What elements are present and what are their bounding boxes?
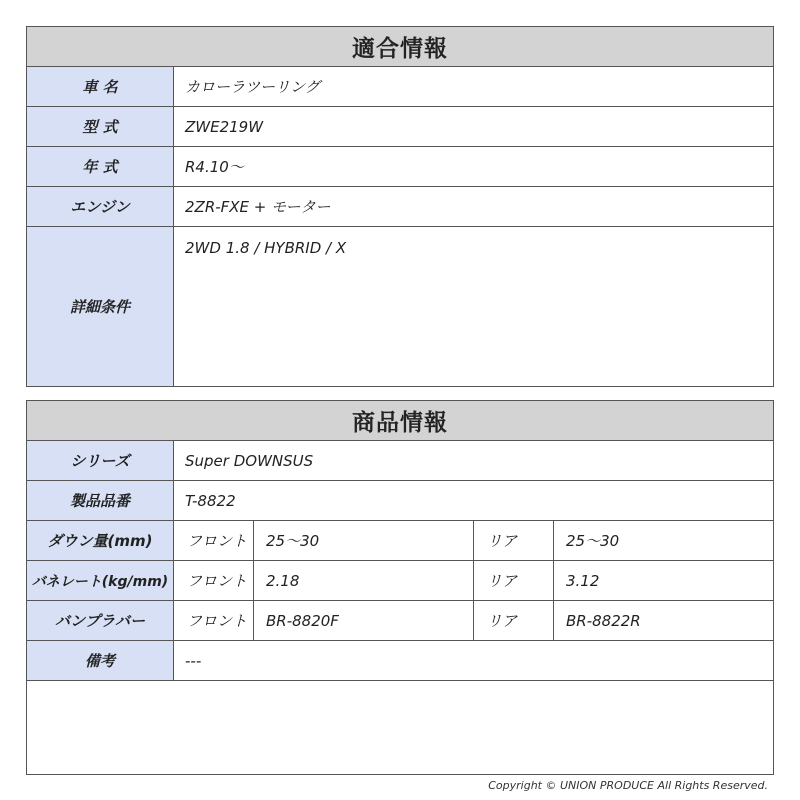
product-heading: 商品情報 [27,401,774,441]
drop-rear-label: リア [474,521,554,561]
blank-cell [27,681,774,775]
model-year-label: 年 式 [27,147,174,187]
product-row-drop [27,521,774,561]
product-row-part-number [27,481,774,521]
product-row-series [27,441,774,481]
spring-rate-label: バネレート(kg/mm) [27,561,174,601]
product-table [26,400,774,775]
copyright-text: Copyright © UNION PRODUCE All Rights Reserved. [488,779,768,792]
bump-rubber-front-value: BR-8820F [254,601,474,641]
fitment-heading: 適合情報 [27,27,774,67]
product-row-bump-rubber [27,601,774,641]
model-year-value: R4.10〜 [174,147,774,187]
product-row-notes [27,641,774,681]
drop-front-value: 25〜30 [254,521,474,561]
series-label: シリーズ [27,441,174,481]
fitment-row-conditions [27,227,774,387]
part-number-value: T-8822 [174,481,774,521]
car-name-value: カローラツーリング [174,67,774,107]
car-name-label: 車 名 [27,67,174,107]
fitment-row-engine [27,187,774,227]
product-row-spring-rate [27,561,774,601]
model-code-label: 型 式 [27,107,174,147]
engine-value: 2ZR-FXE + モーター [174,187,774,227]
conditions-label: 詳細条件 [27,227,174,387]
part-number-label: 製品品番 [27,481,174,521]
fitment-row-model-code [27,107,774,147]
spring-rate-front-label: フロント [174,561,254,601]
drop-rear-value: 25〜30 [554,521,774,561]
engine-label: エンジン [27,187,174,227]
bump-rubber-front-label: フロント [174,601,254,641]
notes-value: --- [174,641,774,681]
bump-rubber-rear-value: BR-8822R [554,601,774,641]
fitment-table [26,26,774,387]
bump-rubber-rear-label: リア [474,601,554,641]
notes-label: 備考 [27,641,174,681]
spring-rate-front-value: 2.18 [254,561,474,601]
product-blank-area [27,681,774,775]
spring-rate-rear-label: リア [474,561,554,601]
bump-rubber-label: バンプラバー [27,601,174,641]
fitment-row-car-name [27,67,774,107]
drop-label: ダウン量(mm) [27,521,174,561]
drop-front-label: フロント [174,521,254,561]
conditions-value: 2WD 1.8 / HYBRID / X [174,227,774,387]
spring-rate-rear-value: 3.12 [554,561,774,601]
model-code-value: ZWE219W [174,107,774,147]
fitment-row-model-year [27,147,774,187]
series-value: Super DOWNSUS [174,441,774,481]
